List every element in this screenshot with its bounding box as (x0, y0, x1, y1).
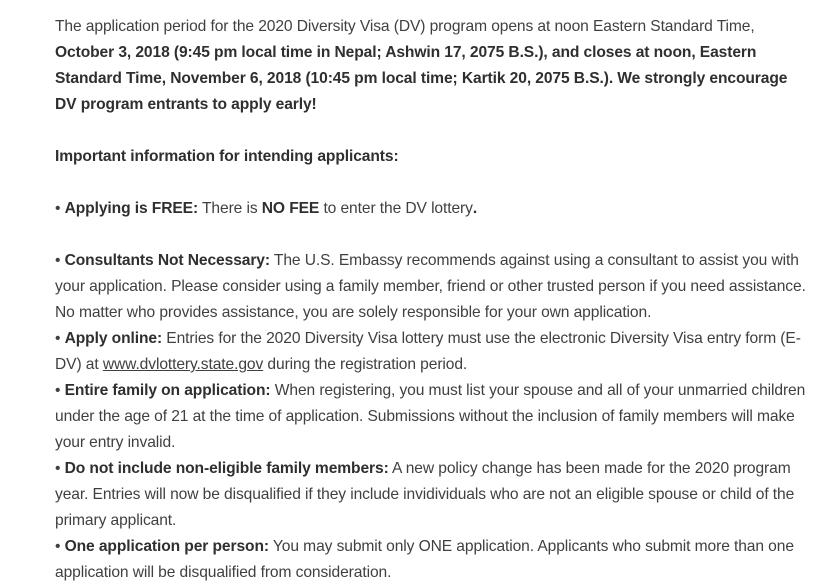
dvlottery-link[interactable]: www.dvlottery.state.gov (102, 356, 264, 373)
item-title: Entire family on application: (64, 382, 271, 399)
list-item-free (55, 196, 807, 222)
spacer (55, 170, 807, 196)
item-end: . (472, 200, 478, 217)
intro-paragraph (55, 14, 807, 118)
item-title: Applying is FREE: (64, 200, 199, 217)
intro-dates-bold: October 3, 2018 (9:45 pm local time in Nepal; Ashwin 17, 2075 B.S.), and closes at noon, Eastern Standard Time, November 6, 2018 (10:45 pm local time; Kartik 20, 2075 B.S.). We strongly encourage DV program entrants to apply early! (55, 44, 788, 113)
item-text: A new policy change has been made for the 2020 program year. Entries will now be disqualified if they include invidividuals who are not an eligible spouse or child of the primary applicant. (55, 460, 795, 529)
item-strong: NO FEE (261, 200, 320, 217)
item-title: Consultants Not Necessary: (64, 252, 270, 269)
bullet: • (55, 538, 65, 555)
item-text: during the registration period. (263, 356, 468, 373)
list-item-family (55, 378, 807, 456)
item-title: Do not include non-eligible family members: (64, 460, 389, 477)
spacer (55, 222, 807, 248)
list-item-online (55, 326, 807, 378)
important-heading-text: Important information for intending applicants: (55, 148, 399, 165)
item-text: to enter the DV lottery (319, 200, 473, 217)
item-text: Entries for the 2020 Diversity Visa lottery must use the electronic Diversity Visa entry form (E-DV) at (55, 330, 801, 373)
bullet: • (55, 382, 65, 399)
item-text: There is (198, 200, 262, 217)
list-item-noneligible (55, 456, 807, 534)
item-text: The U.S. Embassy recommends against using a consultant to assist you with your application. Please consider using a family member, friend or other trusted person if you need assistance. No matter who provides assistance, you are solely responsible for your own application. (55, 252, 806, 321)
bullet: • (55, 460, 65, 477)
item-title: One application per person: (64, 538, 269, 555)
important-heading (55, 144, 807, 170)
list-item-consultants (55, 248, 807, 326)
item-text: When registering, you must list your spouse and all of your unmarried children under the age of 21 at the time of application. Submissions without the inclusion of family members will make your entry invalid. (55, 382, 806, 451)
bullet: • (55, 252, 65, 269)
item-title: Apply online: (64, 330, 163, 347)
bullet: • (55, 200, 65, 217)
announcement-text (55, 14, 807, 586)
intro-lead: The application period for the 2020 Diversity Visa (DV) program opens at noon Eastern Standard Time, (55, 18, 755, 35)
spacer (55, 118, 807, 144)
list-item-one-application (55, 534, 807, 586)
item-text: You may submit only ONE application. Applicants who submit more than one application will be disqualified from consideration. (55, 538, 794, 581)
bullet: • (55, 330, 65, 347)
